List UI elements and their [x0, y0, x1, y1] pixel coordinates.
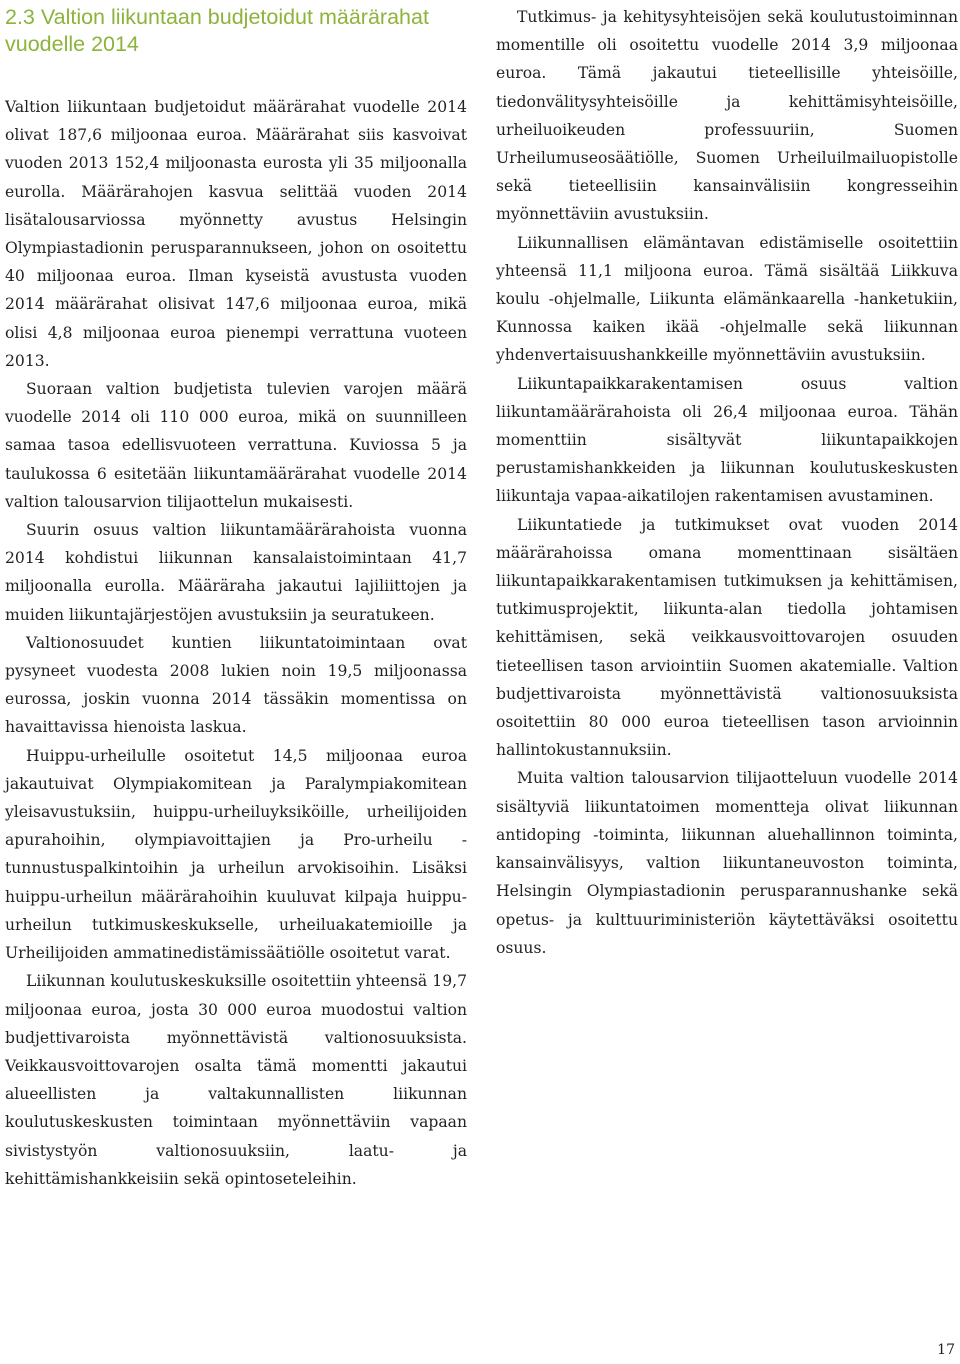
paragraph: Liikuntatiede ja tutkimukset ovat vuoden 2014 määrärahoissa omana momenttinaan sisältäen liikuntapaikkarakentamisen tutkimuksen ja kehittämisen, tutkimusprojektit, liikunta-alan tiedolla johtamisen kehittämisen, sekä veikkausvoittovarojen osuuden tieteellisen tason arviointiin Suomen akatemialle. Valtion budjettivaroista myönnettävistä valtionosuuksista osoitettiin 80 000 euroa tieteellisen tason arvioinnin hallintokustannuksiin. — [496, 515, 958, 760]
section-heading: 2.3 Valtion liikuntaan budjetoidut määrärahat vuodelle 2014 — [5, 5, 429, 56]
right-column — [496, 3, 958, 962]
paragraph: Valtion liikuntaan budjetoidut määrärahat vuodelle 2014 olivat 187,6 miljoonaa euroa. Määrärahat siis kasvoivat vuoden 2013 152,4 miljoonasta eurosta yli 35 miljoonalla eurolla. Määrärahojen kasvua selittää vuoden 2014 lisätalousarviossa myönnetty avustus Helsingin Olympiastadionin perusparannukseen, johon on osoitettu 40 miljoonaa euroa. Ilman kyseistä avustusta vuoden 2014 määrärahat olisivat 147,6 miljoonaa euroa, mikä olisi 4,8 miljoonaa euroa pienempi verrattuna vuoteen 2013. — [5, 98, 467, 370]
paragraph: Valtionosuudet kuntien liikuntatoimintaan ovat pysyneet vuodesta 2008 lukien noin 19,5 miljoonassa eurossa, joskin vuonna 2014 tässäkin momentissa on havaittavissa hienoista laskua. — [5, 633, 467, 737]
paragraph: Tutkimus- ja kehitysyhteisöjen sekä koulutustoiminnan momentille oli osoitettu vuodelle 2014 3,9 miljoonaa euroa. Tämä jakautui tieteellisille yhteisöille, tiedonvälitysyhteisöille ja kehittämisyhteisöille, urheiluoikeuden professuuriin, Suomen Urheilumuseosäätiölle, Suomen Urheiluilmailuopistolle sekä tieteellisiin kansainvälisiin kongresseihin myönnettäviin avustuksiin. — [496, 8, 958, 224]
paragraph: Liikuntapaikkarakentamisen osuus valtion liikuntamäärärahoista oli 26,4 miljoonaa euroa. Tähän momenttiin sisältyvät liikuntapaikkojen perustamishankkeiden ja liikunnan koulutuskeskusten liikuntaja vapaa-aikatilojen rakentamisen avustaminen. — [496, 374, 958, 506]
left-column — [5, 93, 467, 1193]
paragraph: Liikunnallisen elämäntavan edistämiselle osoitettiin yhteensä 11,1 miljoona euroa. Tämä sisältää Liikkuva koulu -ohjelmalle, Liikunta elämänkaarella -hanketukiin, Kunnossa kaiken ikää -ohjelmalle sekä liikunnan yhdenvertaisuushankkeille myönnettäviin avustuksiin. — [496, 233, 958, 365]
paragraph: Muita valtion talousarvion tilijaotteluun vuodelle 2014 sisältyviä liikuntatoimen momentteja olivat liikunnan antidoping -toiminta, liikunnan aluehallinnon toiminta, kansainvälisyys, valtion liikuntaneuvoston toiminta, Helsingin Olympiastadionin perusparannushanke sekä opetus- ja kulttuuriministeriön käytettäväksi osoitettu osuus. — [496, 769, 958, 957]
paragraph: Suurin osuus valtion liikuntamäärärahoista vuonna 2014 kohdistui liikunnan kansalaistoimintaan 41,7 miljoonalla eurolla. Määräraha jakautui lajiliittojen ja muiden liikuntajärjestöjen avustuksiin ja seuratukeen. — [5, 521, 467, 624]
page-number: 17 — [937, 1342, 955, 1358]
paragraph: Suoraan valtion budjetista tulevien varojen määrä vuodelle 2014 oli 110 000 euroa, mikä on suunnilleen samaa tasoa edellisvuoteen verrattuna. Kuviossa 5 ja taulukossa 6 esitetään liikuntamäärärahat vuodelle 2014 valtion talousarvion tilijaottelun mukaisesti. — [5, 380, 467, 511]
paragraph: Liikunnan koulutuskeskuksille osoitettiin yhteensä 19,7 miljoonaa euroa, josta 30 000 euroa muodostui valtion budjettivaroista myönnettävistä valtionosuuksista. Veikkausvoittovarojen osalta tämä momentti jakautui alueellisten ja valtakunnallisten liikunnan koulutuskeskusten toimintaan myönnettäviin vapaan sivistystyön valtionosuuksiin, laatu- ja kehittämishankkeisiin sekä opintoseteleihin. — [5, 972, 467, 1188]
paragraph: Huippu-urheilulle osoitetut 14,5 miljoonaa euroa jakautuivat Olympiakomitean ja Paralympiakomitean yleisavustuksiin, huippu-urheiluyksiköille, urheilijoiden apurahoihin, olympiavoittajien ja Pro-urheilu -tunnustuspalkintoihin ja urheilun arvokisoihin. Lisäksi huippu-urheilun määrärahoihin kuuluvat kilpaja huippu-urheilun tutkimuskeskukselle, urheiluakatemioille ja Urheilijoiden ammatinedistämissäätiölle osoitetut varat. — [5, 746, 467, 963]
